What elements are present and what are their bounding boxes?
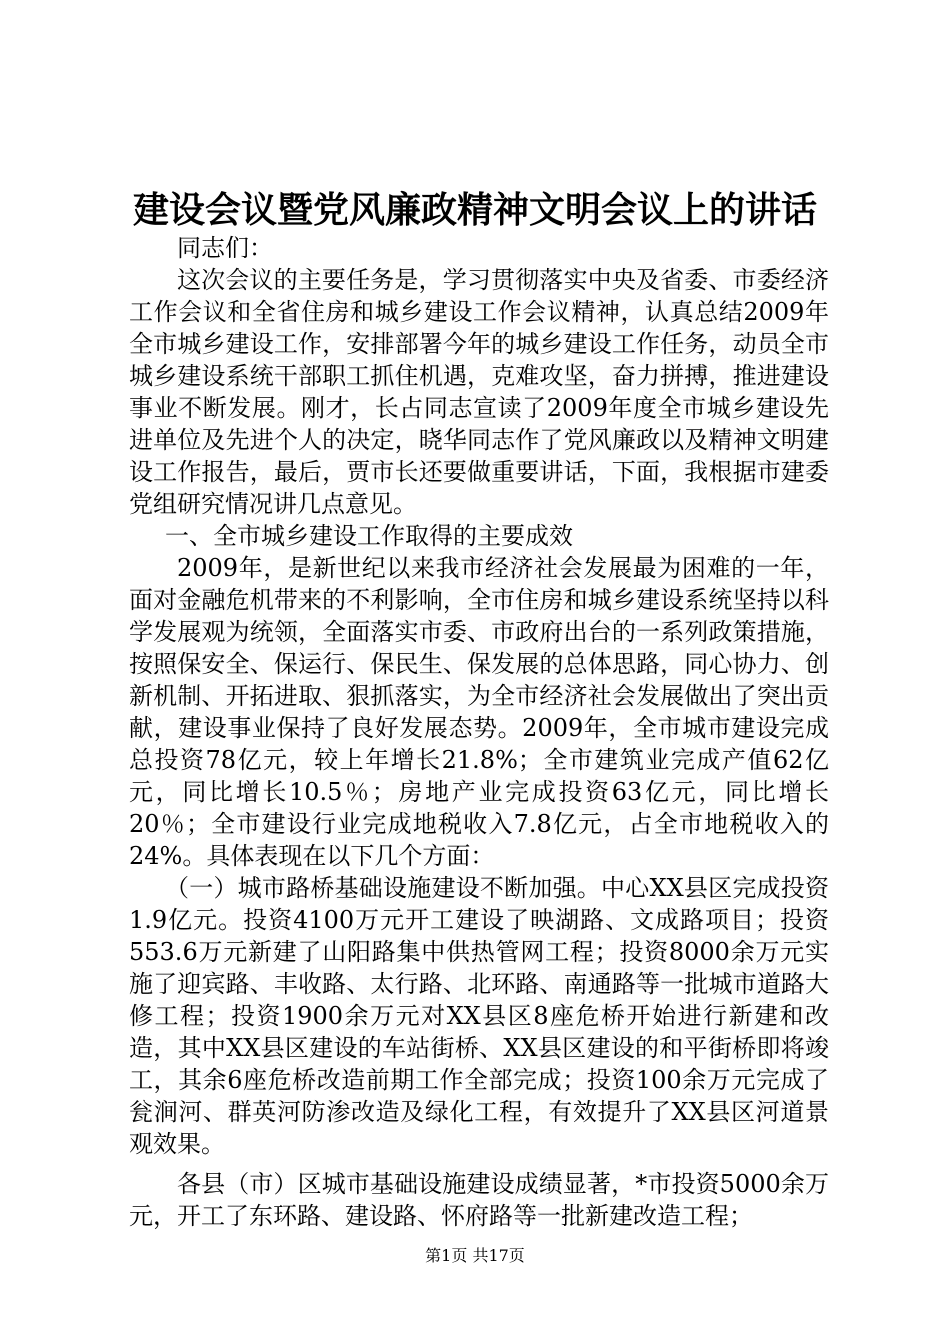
- salutation: 同志们：: [177, 234, 273, 262]
- paragraph-intro: 这次会议的主要任务是，学习贯彻落实中央及省委、市委经济工作会议和全省住房和城乡建设工作会议精神，认真总结2009年全市城乡建设工作，安排部署今年的城乡建设工作任务，动员全市城乡建设系统干部职工抓住机遇，克难攻坚，奋力拼搏，推进建设事业不断发展。刚才，长占同志宣读了2009年度全市城乡建设先进单位及先进个人的决定，晓华同志作了党风廉政以及精神文明建设工作报告，最后，贾市长还要做重要讲话，下面，我根据市建委党组研究情况讲几点意见。: [129, 266, 829, 518]
- paragraph-road-bridge: （一）城市路桥基础设施建设不断加强。中心XX县区完成投资1.9亿元。投资4100万元开工建设了映湖路、文成路项目；投资553.6万元新建了山阳路集中供热管网工程；投资8000余万元实施了迎宾路、丰收路、太行路、北环路、南通路等一批城市道路大修工程；投资1900余万元对XX县区8座危桥开始进行新建和改造，其中XX县区建设的车站街桥、XX县区建设的和平街桥即将竣工，其余6座危桥改造前期工作全部完成；投资100余万元完成了瓮涧河、群英河防渗改造及绿化工程，有效提升了XX县区河道景观效果。: [129, 874, 829, 1158]
- document-title: 建设会议暨党风廉政精神文明会议上的讲话: [132, 189, 817, 231]
- page-indicator: 第1页 共17页: [425, 1246, 525, 1265]
- document-body: [129, 232, 829, 1232]
- section-heading: 一、全市城乡建设工作取得的主要成效: [165, 522, 573, 550]
- paragraph-counties: 各县（市）区城市基础设施建设成绩显著，*市投资5000余万元，开工了东环路、建设路、怀府路等一批新建改造工程；: [129, 1170, 829, 1230]
- paragraph-achievements: 2009年，是新世纪以来我市经济社会发展最为困难的一年，面对金融危机带来的不利影响，全市住房和城乡建设系统坚持以科学发展观为统领，全面落实市委、市政府出台的一系列政策措施，按照保安全、保运行、保民生、保发展的总体思路，同心协力、创新机制、开拓进取、狠抓落实，为全市经济社会发展做出了突出贡献，建设事业保持了良好发展态势。2009年，全市城市建设完成总投资78亿元，较上年增长21.8%；全市建筑业完成产值62亿元，同比增长10.5％；房地产业完成投资63亿元，同比增长20％；全市建设行业完成地税收入7.8亿元，占全市地税收入的24%。具体表现在以下几个方面：: [129, 554, 829, 870]
